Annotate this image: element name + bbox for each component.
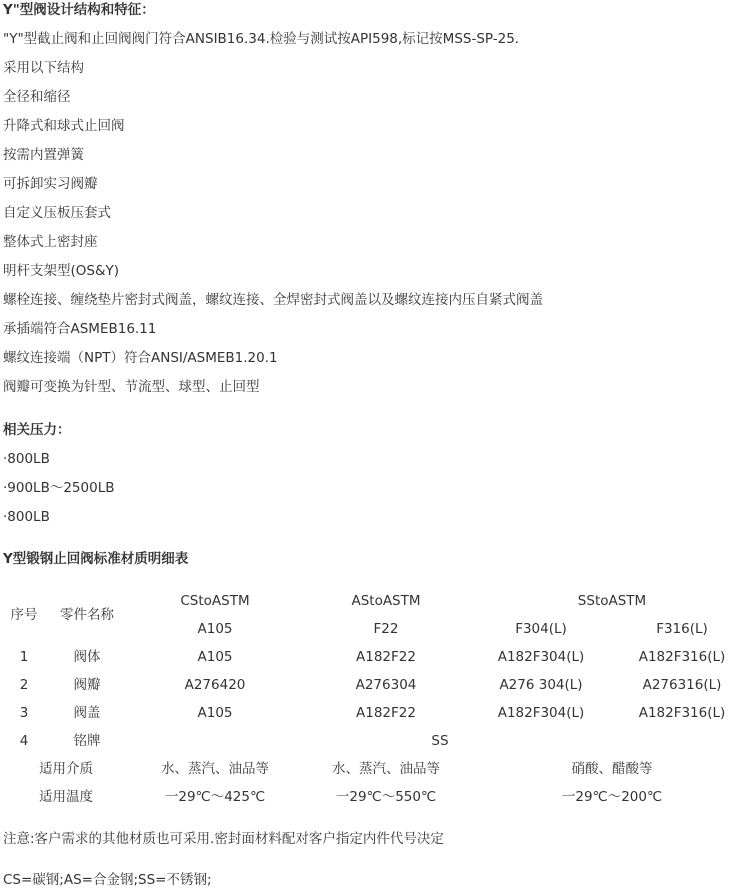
subheader-ss-316: F316(L) (656, 621, 708, 637)
temperature-cs: 一29℃～425℃ (164, 789, 266, 805)
feature-line: 升降式和球式止回阀 (3, 118, 125, 134)
header-seq: 序号 (10, 607, 38, 623)
feature-line: "Y"型截止阀和止回阀阀门符合ANSIB16.34.检验与测试按API598,标记按MSS-SP-25. (3, 31, 520, 47)
feature-line: 采用以下结构 (3, 60, 84, 76)
medium-cs: 水、蒸汽、油品等 (161, 761, 269, 777)
row-number: 4 (19, 733, 29, 749)
row-ss304-material: A182F304(L) (497, 705, 585, 721)
pressure-line: ·800LB (3, 509, 50, 525)
pressure-line: ·800LB (3, 451, 50, 467)
row-as-material: A276304 (355, 677, 417, 693)
row-as-material: A182F22 (356, 649, 416, 665)
feature-line: 可拆卸实习阀瓣 (3, 176, 98, 192)
section-heading-material-table: Y型锻钢止回阀标准材质明细表 (3, 551, 189, 567)
row-part-name: 铭牌 (73, 733, 101, 749)
medium-label: 适用介质 (39, 761, 93, 777)
subheader-as: F22 (373, 621, 399, 637)
feature-line: 螺纹连接端（NPT）符合ANSI/ASMEB1.20.1 (3, 350, 278, 366)
temperature-label: 适用温度 (39, 789, 93, 805)
row-nameplate-material: SS (431, 733, 449, 749)
row-cs-material: A105 (197, 705, 233, 721)
medium-ss: 硝酸、醋酸等 (571, 761, 653, 777)
subheader-ss-304: F304(L) (515, 621, 567, 637)
row-ss304-material: A276 304(L) (499, 677, 583, 693)
abbreviation-legend: CS=碳钢;AS=合金钢;SS=不锈钢; (3, 872, 212, 888)
row-cs-material: A276420 (184, 677, 246, 693)
subheader-cs: A105 (197, 621, 233, 637)
feature-line: 整体式上密封座 (3, 234, 98, 250)
feature-line: 明杆支架型(OS&Y) (3, 263, 120, 279)
row-part-name: 阀盖 (73, 705, 101, 721)
row-ss316-material: A182F316(L) (638, 649, 726, 665)
row-part-name: 阀体 (73, 649, 101, 665)
row-part-name: 阀瓣 (73, 677, 101, 693)
row-ss304-material: A182F304(L) (497, 649, 585, 665)
temperature-as: 一29℃～550℃ (335, 789, 437, 805)
row-ss316-material: A276316(L) (642, 677, 722, 693)
feature-line: 自定义压板压套式 (3, 205, 111, 221)
header-part-name: 零件名称 (60, 607, 114, 623)
row-number: 1 (19, 649, 29, 665)
row-number: 2 (19, 677, 29, 693)
pressure-line: ·900LB～2500LB (3, 480, 115, 496)
section-heading-design: Y"型阀设计结构和特征： (3, 2, 155, 18)
row-cs-material: A105 (197, 649, 233, 665)
feature-line: 全径和缩径 (3, 89, 71, 105)
feature-line: 承插端符合ASMEB16.11 (3, 321, 157, 337)
feature-line: 按需内置弹簧 (3, 147, 84, 163)
medium-as: 水、蒸汽、油品等 (332, 761, 440, 777)
material-note: 注意:客户需求的其他材质也可采用.密封面材料配对客户指定内件代号决定 (3, 831, 444, 847)
temperature-ss: 一29℃～200℃ (561, 789, 663, 805)
header-cs: CStoASTM (180, 593, 250, 609)
header-as: AStoASTM (351, 593, 421, 609)
section-heading-pressure: 相关压力： (3, 422, 71, 438)
row-as-material: A182F22 (356, 705, 416, 721)
row-ss316-material: A182F316(L) (638, 705, 726, 721)
header-ss: SStoASTM (577, 593, 647, 609)
row-number: 3 (19, 705, 29, 721)
feature-line: 阀瓣可变换为针型、节流型、球型、止回型 (3, 379, 260, 395)
feature-line: 螺栓连接、缠绕垫片密封式阀盖，螺纹连接、全焊密封式阀盖以及螺纹连接内压自紧式阀盖 (3, 292, 543, 308)
